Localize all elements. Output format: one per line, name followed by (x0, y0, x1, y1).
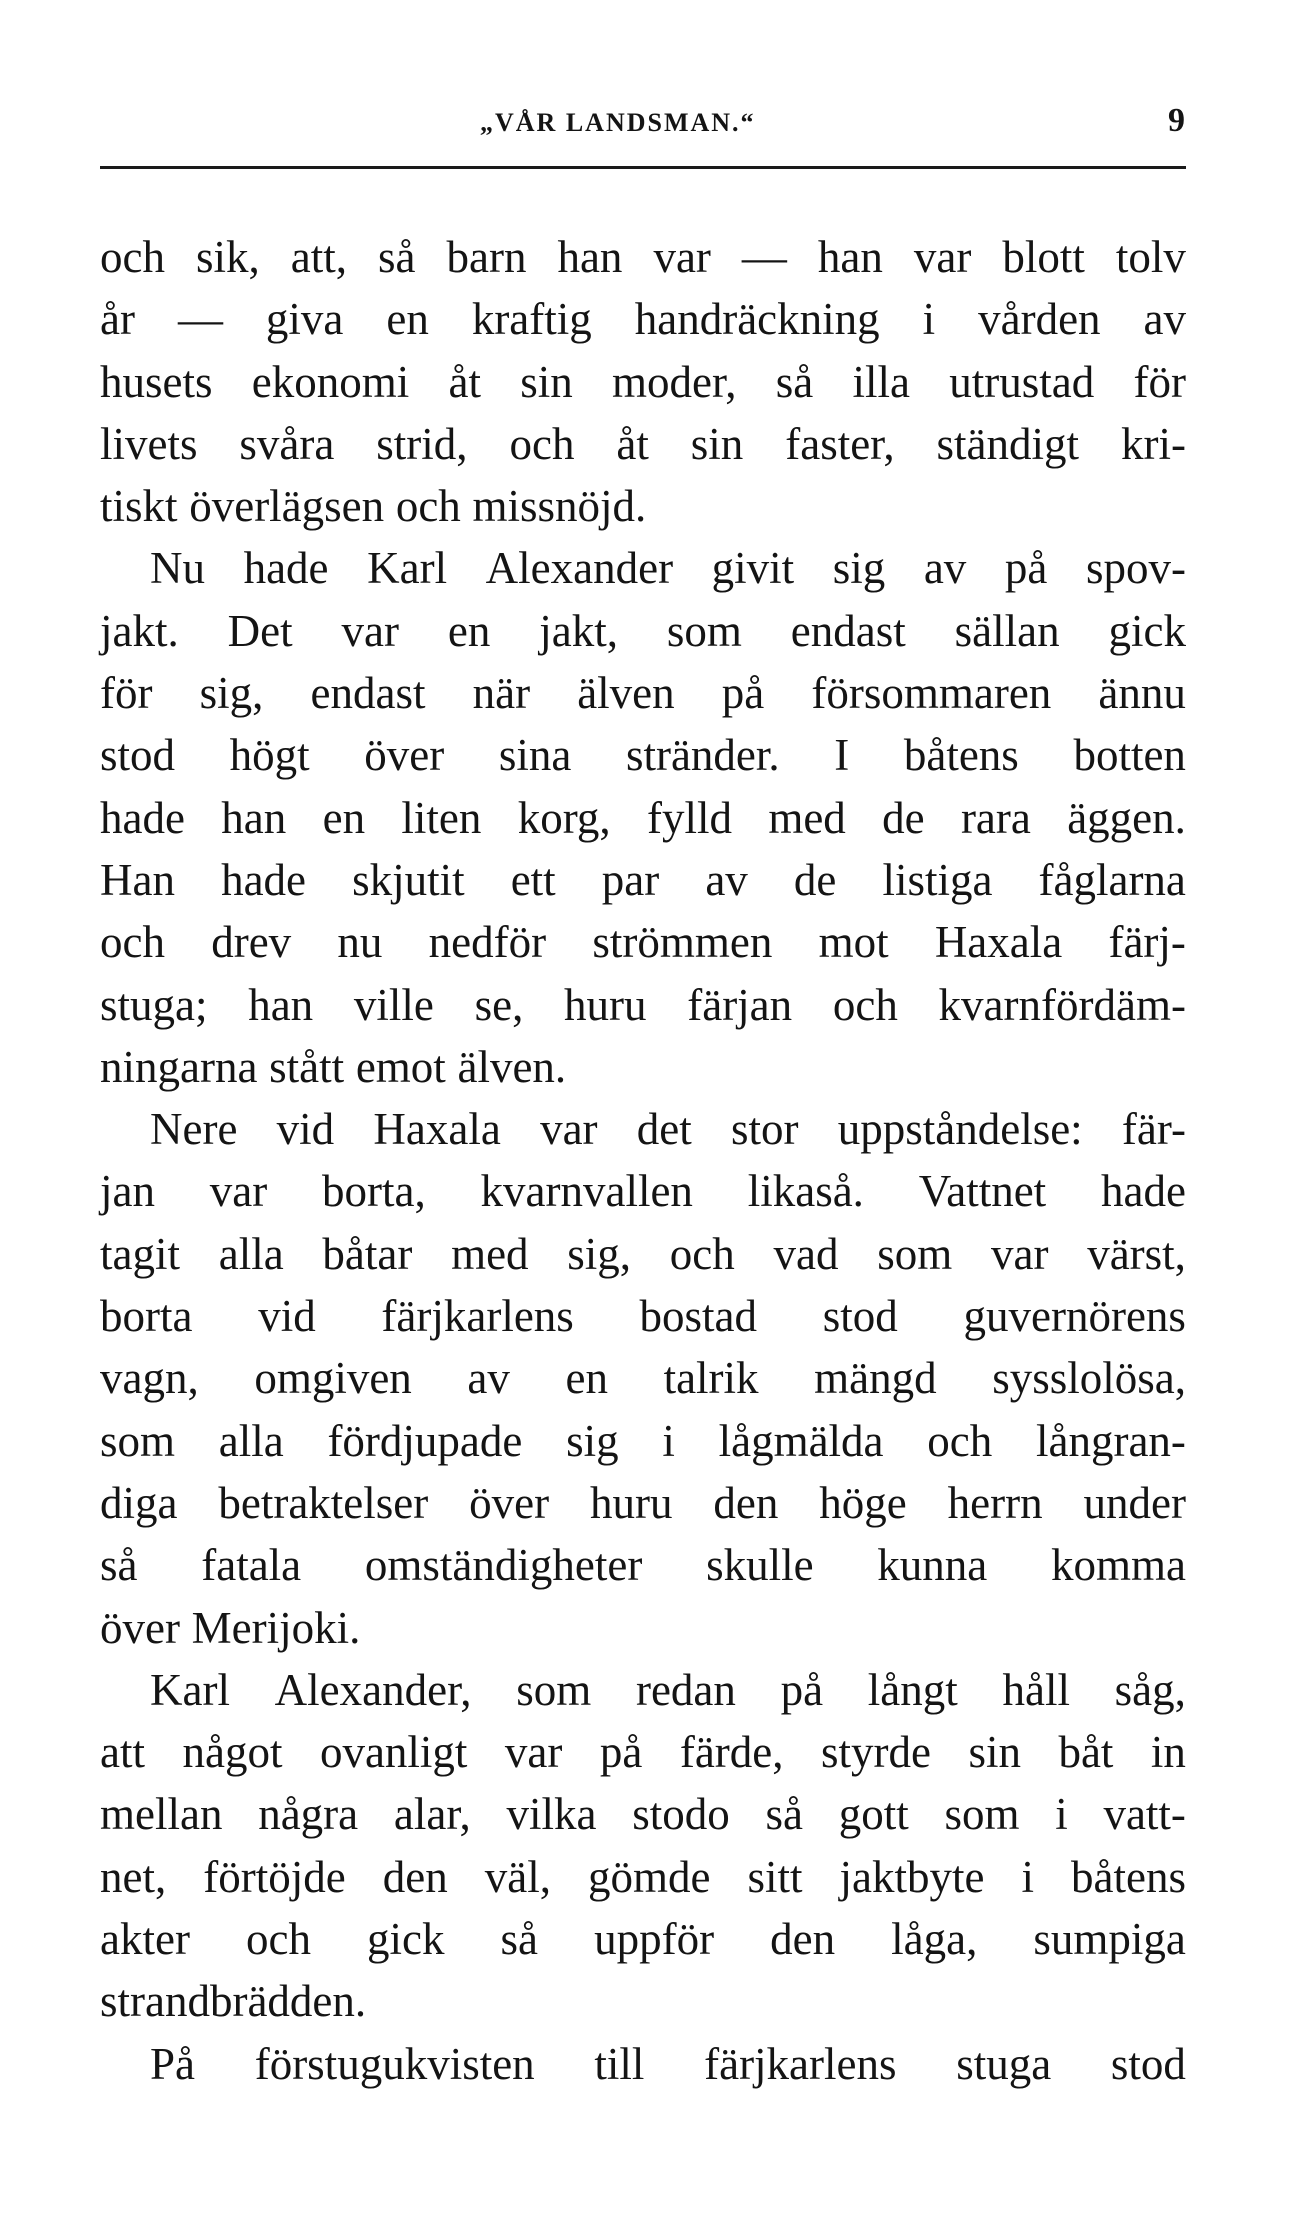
header-rule (100, 166, 1186, 169)
text-line: På förstugukvisten till färjkarlens stuga stod (150, 2038, 1186, 2089)
text-line: och sik, att, så barn han var — han var blott tolv (100, 232, 1186, 282)
text-line: tiskt överlägsen och missnöjd. (100, 481, 647, 532)
text-line: tagit alla båtar med sig, och vad som var värst, (100, 1228, 1186, 1279)
running-head (100, 104, 1185, 152)
text-line: akter och gick så uppför den låga, sumpiga (100, 1914, 1186, 1965)
running-title: „VÅR LANDSMAN.“ (480, 108, 756, 137)
text-line: ningarna stått emot älven. (100, 1041, 567, 1092)
text-line: som alla fördjupade sig i lågmälda och långran- (100, 1415, 1186, 1466)
text-line: diga betraktelser över huru den höge herrn under (100, 1477, 1186, 1528)
text-line: för sig, endast när älven på försommaren ännu (100, 668, 1186, 719)
text-line: husets ekonomi åt sin moder, så illa utrustad för (100, 356, 1186, 407)
text-line: borta vid färjkarlens bostad stod guvernörens (100, 1291, 1186, 1342)
text-line: över Merijoki. (100, 1602, 361, 1653)
text-line: stuga; han ville se, huru färjan och kvarnfördäm- (100, 979, 1186, 1030)
text-line: livets svåra strid, och åt sin faster, ständigt kri- (100, 418, 1186, 469)
body-text (100, 226, 1186, 2095)
text-line: vagn, omgiven av en talrik mängd sysslolösa, (100, 1353, 1186, 1404)
text-line: att något ovanligt var på färde, styrde sin båt in (100, 1727, 1186, 1778)
text-line: Karl Alexander, som redan på långt håll såg, (150, 1664, 1186, 1715)
page-number: 9 (1168, 102, 1185, 139)
text-line: hade han en liten korg, fylld med de rara äggen. (100, 792, 1186, 843)
text-line: Nu hade Karl Alexander givit sig av på spov- (150, 543, 1186, 594)
text-line: mellan några alar, vilka stodo så gott som i vatt- (100, 1789, 1186, 1840)
text-line: Nere vid Haxala var det stor uppståndelse: fär- (150, 1104, 1186, 1155)
text-line: jakt. Det var en jakt, som endast sällan gick (100, 605, 1186, 656)
text-line: stod högt över sina stränder. I båtens botten (100, 730, 1186, 781)
text-line: Han hade skjutit ett par av de listiga fåglarna (100, 854, 1186, 905)
text-line: så fatala omständigheter skulle kunna komma (100, 1540, 1186, 1591)
text-line: strandbrädden. (100, 1976, 367, 2027)
text-line: jan var borta, kvarnvallen likaså. Vattnet hade (100, 1166, 1186, 1217)
text-line: år — giva en kraftig handräckning i vården av (100, 294, 1186, 345)
text-line: net, förtöjde den väl, gömde sitt jaktbyte i båtens (100, 1851, 1186, 1902)
text-line: och drev nu nedför strömmen mot Haxala färj- (100, 917, 1186, 968)
